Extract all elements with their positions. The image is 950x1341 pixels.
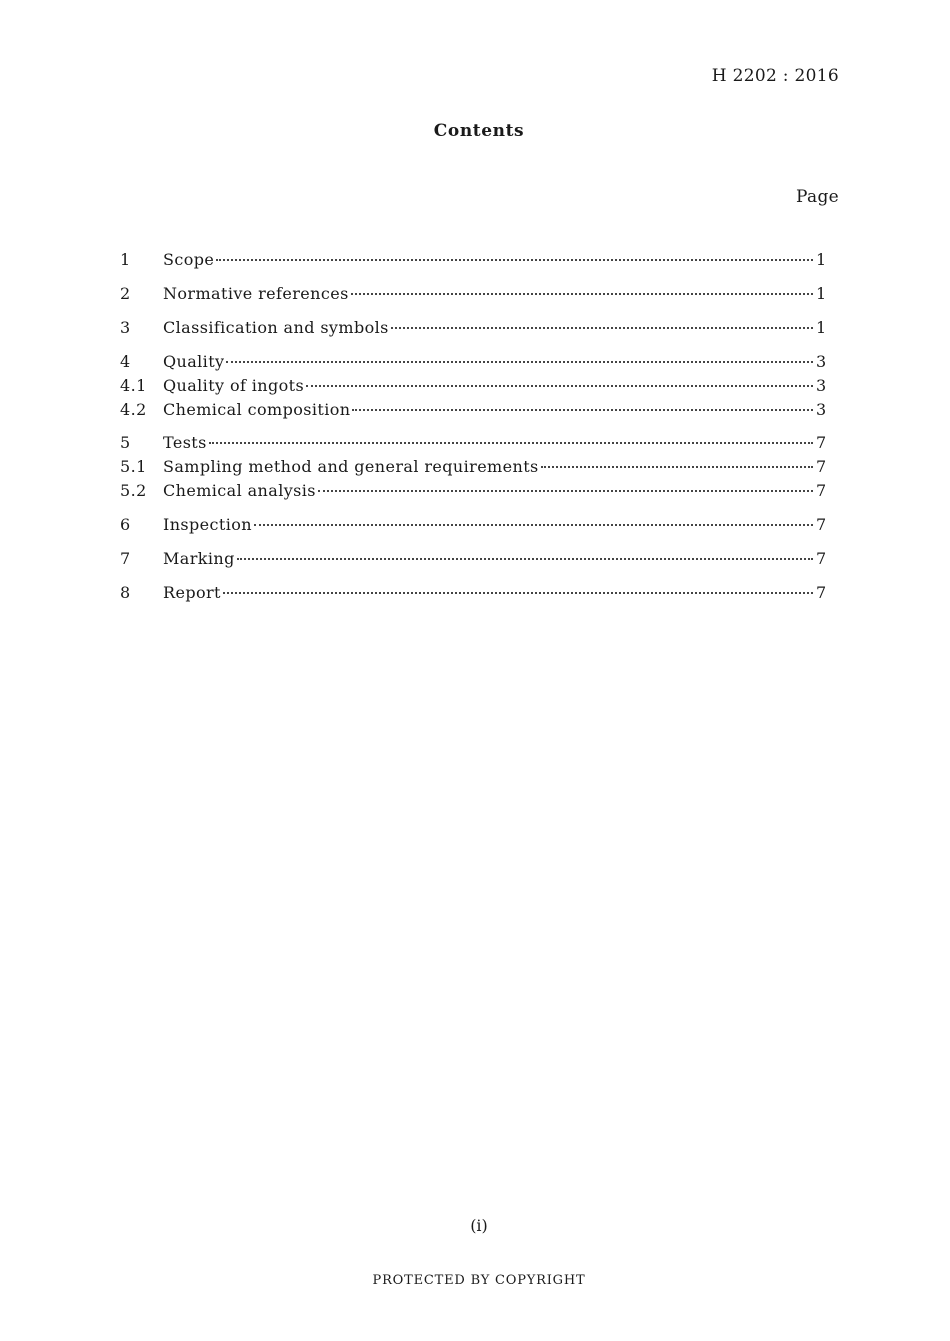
dot-leader [237, 556, 813, 560]
toc-page-number: 7 [816, 433, 827, 452]
dot-leader [216, 257, 813, 261]
toc-page-number: 7 [816, 457, 827, 476]
contents-heading: Contents [433, 121, 525, 141]
toc-title: Inspection [163, 515, 252, 534]
toc-page-number: 7 [816, 549, 827, 568]
dot-leader [352, 407, 813, 411]
dot-leader [351, 291, 813, 295]
toc-page-number: 7 [816, 583, 827, 602]
toc-number: 8 [120, 583, 131, 602]
toc-entry-scope[interactable] [120, 249, 826, 271]
toc-page-number: 7 [816, 515, 827, 534]
toc-title: Scope [163, 250, 215, 269]
toc-entry-marking[interactable] [120, 548, 826, 570]
toc-title: Quality of ingots [163, 376, 305, 395]
toc-entry-inspection[interactable] [120, 514, 826, 536]
dot-leader [223, 590, 813, 594]
toc-page-number: 1 [816, 284, 827, 303]
page-folio: (i) [470, 1216, 488, 1235]
toc-title: Marking [163, 549, 235, 568]
toc-page-number: 3 [816, 400, 827, 419]
copyright-notice: PROTECTED BY COPYRIGHT [372, 1273, 586, 1288]
toc-title: Chemical composition [163, 400, 351, 419]
dot-leader [209, 440, 813, 444]
toc-number: 5 [120, 433, 131, 452]
toc-title: Quality [163, 352, 225, 371]
dot-leader [541, 464, 813, 468]
toc-number: 6 [120, 515, 131, 534]
toc-number: 4 [120, 352, 131, 371]
toc-page-number: 1 [816, 318, 827, 337]
toc-title: Normative references [163, 284, 349, 303]
toc-title: Sampling method and general requirements [163, 457, 539, 476]
toc-entry-classification[interactable] [120, 317, 826, 339]
toc-number: 7 [120, 549, 131, 568]
toc-title: Chemical analysis [163, 481, 316, 500]
dot-leader [306, 383, 813, 387]
toc-number: 2 [120, 284, 131, 303]
toc-number: 5.1 [120, 457, 147, 476]
toc-number: 4.2 [120, 400, 147, 419]
page-column-label: Page [796, 187, 839, 207]
toc-page-number: 1 [816, 250, 827, 269]
document-code: H 2202 : 2016 [711, 66, 839, 86]
toc-page-number: 3 [816, 376, 827, 395]
dot-leader [391, 325, 813, 329]
dot-leader [254, 522, 813, 526]
toc-entry-chemical-composition[interactable] [120, 399, 826, 421]
toc-entry-report[interactable] [120, 582, 826, 604]
toc-entry-quality[interactable] [120, 351, 826, 373]
toc-entry-quality-of-ingots[interactable] [120, 375, 826, 397]
toc-title: Tests [163, 433, 207, 452]
toc-entry-normative-references[interactable] [120, 283, 826, 305]
toc-number: 5.2 [120, 481, 147, 500]
toc-page-number: 7 [816, 481, 827, 500]
toc-entry-chemical-analysis[interactable] [120, 480, 826, 502]
toc-page-number: 3 [816, 352, 827, 371]
toc-entry-sampling-method[interactable] [120, 456, 826, 478]
toc-entry-tests[interactable] [120, 432, 826, 454]
dot-leader [226, 359, 813, 363]
toc-title: Report [163, 583, 221, 602]
dot-leader [318, 488, 813, 492]
toc-title: Classification and symbols [163, 318, 389, 337]
toc-number: 4.1 [120, 376, 147, 395]
toc-number: 3 [120, 318, 131, 337]
toc-number: 1 [120, 250, 131, 269]
